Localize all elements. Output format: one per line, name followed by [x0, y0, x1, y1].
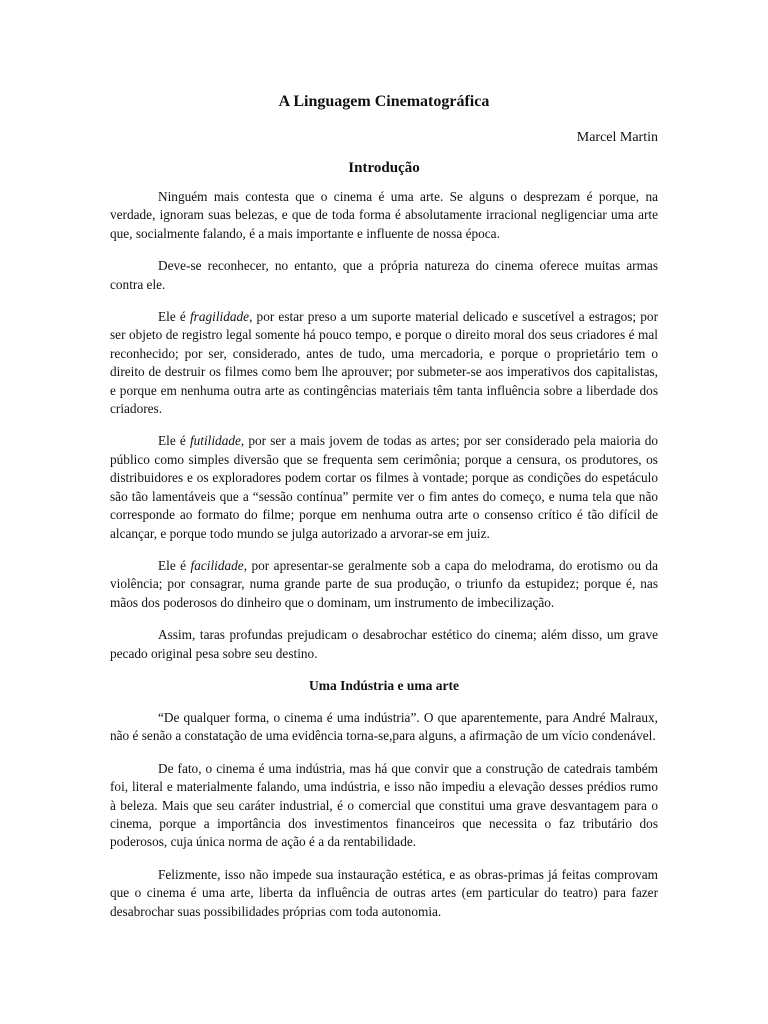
- paragraph-3-body: , por estar preso a um suporte material delicado e suscetível a estragos; por ser objeto de registro legal somente há pouco tempo, e porque o direito moral dos seus criadores é mal reconhecido; por ser, considerado, antes de tudo, uma mercadoria, e porque o proprietário tem o direito de destruir os filmes como bem lhe aprouver; por submeter-se aos imperativos dos capitalistas, e porque em nenhuma outra arte as contingências materiais têm tanta influência sobre a liberdade dos criadores.: [110, 309, 658, 417]
- section-heading-introducao: Introdução: [348, 160, 420, 176]
- paragraph-5-emphasis: facilidade: [190, 557, 244, 573]
- paragraph-2: Deve-se reconhecer, no entanto, que a própria natureza do cinema oferece muitas armas contra ele.: [110, 258, 658, 292]
- document-page: [110, 92, 658, 921]
- document-title: A Linguagem Cinematográfica: [278, 93, 490, 110]
- paragraph-5: [110, 557, 658, 612]
- paragraph-5-body: , por apresentar-se geralmente sob a capa do melodrama, do erotismo ou da violência; por consagrar, numa grande parte de sua produção, o triunfo da estupidez; porque é, nas mãos dos poderosos do dinheiro que o dominam, um instrumento de imbecilização.: [110, 557, 658, 610]
- section-heading-industria: Uma Indústria e uma arte: [309, 677, 459, 693]
- paragraph-5-lead: Ele é: [158, 557, 191, 573]
- paragraph-3-lead: Ele é: [158, 309, 190, 325]
- paragraph-3-emphasis: fragilidade: [189, 309, 250, 325]
- paragraph-8: De fato, o cinema é uma indústria, mas há que convir que a construção de catedrais também foi, literal e materialmente falando, uma indústria, e isso não impediu a elevação desses prédios rumo à beleza. Mais que seu caráter industrial, é o comercial que constitui uma grave desvantagem para o cinema, porque a importância dos investimentos financeiros que necessita o faz tributário dos poderosos, cuja única norma de ação é a da rentabilidade.: [110, 760, 658, 850]
- paragraph-6: Assim, taras profundas prejudicam o desabrochar estético do cinema; além disso, um grave pecado original pesa sobre seu destino.: [110, 627, 658, 661]
- paragraph-1: Ninguém mais contesta que o cinema é uma arte. Se alguns o desprezam é porque, na verdade, ignoram suas belezas, e que de toda forma é absolutamente irracional negligenciar uma arte que, socialmente falando, é a mais importante e influente de nossa época.: [110, 189, 658, 241]
- paragraph-7: “De qualquer forma, o cinema é uma indústria”. O que aparentemente, para André Malraux, não é senão a constatação de uma evidência torna-se,para alguns, a afirmação de um vício condenável.: [110, 709, 658, 744]
- paragraph-4-lead: Ele é: [158, 433, 190, 449]
- author-name: Marcel Martin: [576, 130, 658, 145]
- paragraph-3: [110, 308, 658, 418]
- paragraph-4-emphasis: futilidade: [189, 433, 241, 449]
- paragraph-9: Felizmente, isso não impede sua instauração estética, e as obras-primas já feitas comprovam que o cinema é uma arte, liberta da influência de outras artes (em particular do teatro) para fazer desabrochar suas possibilidades próprias com toda autonomia.: [110, 866, 658, 919]
- paragraph-4-body: , por ser a mais jovem de todas as artes; por ser considerado pela maioria do público como simples diversão que se frequenta sem cerimônia; porque a censura, os produtores, os distribuidores e os exploradores podem cortar os filmes à vontade; porque as condições do espetáculo são tão lamentáveis que a “sessão contínua” permite ver o fim antes do começo, e numa tela que não corresponde ao formato do filme; porque em nenhuma outra arte o consenso crítico é tão difícil de alcançar, e porque todo mundo se julga autorizado a arvorar-se em juiz.: [110, 433, 658, 541]
- paragraph-4: [110, 432, 658, 542]
